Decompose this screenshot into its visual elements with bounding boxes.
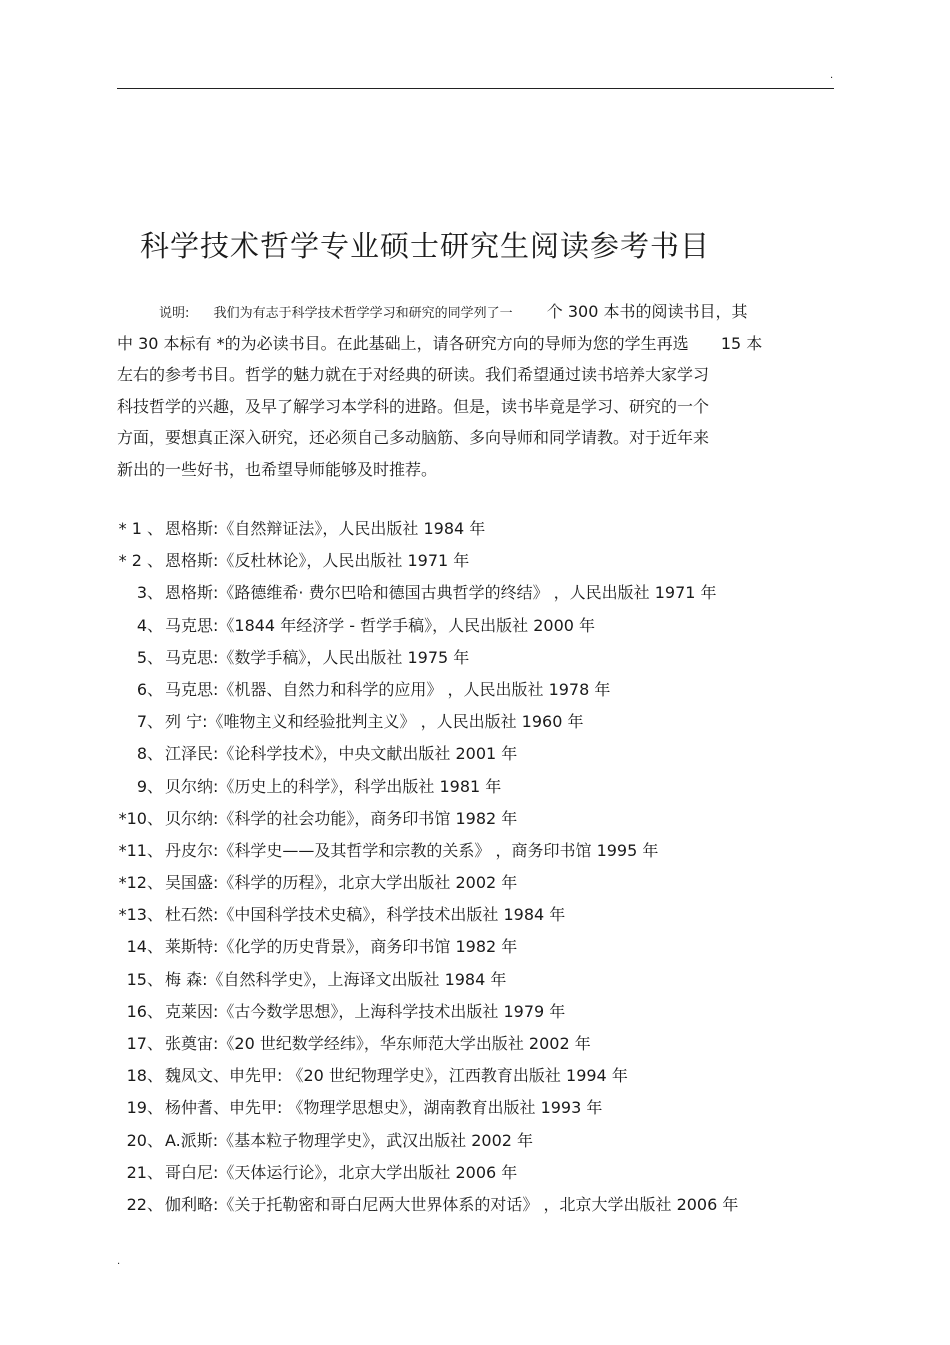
book-number: *12、	[118, 873, 163, 893]
book-entry	[117, 545, 837, 577]
book-entry	[117, 1157, 837, 1189]
book-entry	[117, 674, 837, 706]
book-number: * 2 、	[118, 551, 163, 571]
book-entry	[117, 706, 837, 738]
intro-text: 新出的一些好书，也希望导师能够及时推荐。	[117, 459, 438, 479]
book-entry	[117, 513, 837, 545]
book-entry	[117, 867, 837, 899]
book-list	[117, 513, 837, 1221]
book-number: 9、	[136, 776, 163, 796]
book-entry	[117, 931, 837, 963]
book-number: 16、	[126, 1001, 163, 1021]
book-text: 贝尔纳:《历史上的科学》，科学出版社 1981 年	[165, 776, 502, 796]
page-title: 科学技术哲学专业硕士研究生阅读参考书目	[140, 229, 711, 263]
book-entry	[117, 1125, 837, 1157]
book-entry	[117, 1189, 837, 1221]
book-text: 克莱因:《古今数学思想》，上海科学技术出版社 1979 年	[165, 1001, 566, 1021]
book-number: 4、	[136, 615, 163, 635]
header-mark: .	[830, 70, 834, 81]
book-text: 杨仲耆、申先甲: 《物理学思想史》，湖南教育出版社 1993 年	[165, 1098, 603, 1118]
intro-line	[117, 359, 837, 391]
book-text: 哥白尼:《天体运行论》，北京大学出版社 2006 年	[165, 1162, 518, 1182]
book-text: 马克思:《机器、自然力和科学的应用》 ，人民出版社 1978 年	[165, 679, 611, 699]
book-entry	[117, 803, 837, 835]
book-entry	[117, 996, 837, 1028]
book-text: 恩格斯:《反杜林论》，人民出版社 1971 年	[165, 551, 470, 571]
intro-text: 中 30 本标有 *的为必读书目。在此基础上，请各研究方向的导师为您的学生再选	[117, 333, 689, 353]
book-entry	[117, 771, 837, 803]
book-text: 贝尔纳:《科学的社会功能》，商务印书馆 1982 年	[165, 808, 518, 828]
book-text: A.派斯:《基本粒子物理学史》，武汉出版社 2002 年	[165, 1130, 534, 1150]
book-text: 江泽民:《论科学技术》，中央文献出版社 2001 年	[165, 744, 518, 764]
book-number: 20、	[126, 1130, 163, 1150]
intro-paragraph	[117, 296, 837, 485]
book-text: 恩格斯:《路德维希· 费尔巴哈和德国古典哲学的终结》 ，人民出版社 1971 年	[165, 583, 717, 603]
book-entry	[117, 1060, 837, 1092]
book-number: *11、	[118, 840, 163, 860]
intro-line	[117, 328, 837, 360]
book-entry	[117, 738, 837, 770]
book-number: 22、	[126, 1194, 163, 1214]
book-number: 7、	[136, 712, 163, 732]
book-text: 杜石然:《中国科学技术史稿》，科学技术出版社 1984 年	[165, 905, 566, 925]
book-number: 5、	[136, 647, 163, 667]
book-number: 18、	[126, 1066, 163, 1086]
book-entry	[117, 964, 837, 996]
intro-text: 我们为有志于科学技术哲学学习和研究的同学列了一	[213, 306, 513, 321]
intro-line	[117, 454, 837, 486]
book-entry	[117, 1092, 837, 1124]
book-text: 马克思:《1844 年经济学 - 哲学手稿》，人民出版社 2000 年	[165, 615, 596, 635]
book-text: 列 宁:《唯物主义和经验批判主义》 ，人民出版社 1960 年	[165, 712, 584, 732]
header-rule	[117, 88, 834, 89]
intro-text: 个 300 本书的阅读书目，其	[546, 302, 748, 321]
intro-text: 左右的参考书目。哲学的魅力就在于对经典的研读。我们希望通过读书培养大家学习	[117, 365, 710, 384]
intro-text: 方面，要想真正深入研究，还必须自己多动脑筋、多向导师和同学请教。对于近年来	[117, 428, 710, 447]
book-entry	[117, 1028, 837, 1060]
book-number: 14、	[126, 937, 163, 957]
book-text: 丹皮尔:《科学史——及其哲学和宗教的关系》 ，商务印书馆 1995 年	[165, 840, 659, 860]
intro-line	[117, 296, 837, 328]
intro-text: 科技哲学的兴趣，及早了解学习本学科的进路。但是，读书毕竟是学习、研究的一个	[117, 396, 710, 416]
book-text: 吴国盛:《科学的历程》，北京大学出版社 2002 年	[165, 873, 518, 893]
book-entry	[117, 642, 837, 674]
book-entry	[117, 899, 837, 931]
book-number: *13、	[118, 905, 163, 925]
book-number: 6、	[136, 679, 163, 699]
book-text: 伽利略:《关于托勒密和哥白尼两大世界体系的对话》 ，北京大学出版社 2006 年	[165, 1194, 739, 1214]
book-text: 莱斯特:《化学的历史背景》，商务印书馆 1982 年	[165, 937, 518, 957]
book-text: 张奠宙:《20 世纪数学经纬》，华东师范大学出版社 2002 年	[165, 1034, 591, 1053]
book-number: 15、	[126, 969, 163, 989]
book-entry	[117, 835, 837, 867]
book-entry	[117, 610, 837, 642]
book-entry	[117, 577, 837, 609]
book-text: 马克思:《数学手稿》，人民出版社 1975 年	[165, 647, 470, 667]
intro-line	[117, 422, 837, 454]
book-text: 魏凤文、申先甲: 《20 世纪物理学史》，江西教育出版社 1994 年	[165, 1066, 628, 1086]
intro-line	[117, 391, 837, 423]
book-number: * 1 、	[118, 519, 163, 538]
book-number: 8、	[136, 744, 163, 764]
book-number: 17、	[126, 1034, 163, 1053]
book-number: 3、	[136, 583, 163, 603]
footer-mark: .	[117, 1256, 121, 1267]
book-number: 19、	[126, 1098, 163, 1118]
book-number: 21、	[126, 1162, 163, 1182]
book-text: 梅 森:《自然科学史》，上海译文出版社 1984 年	[165, 969, 507, 989]
intro-label: 说明:	[159, 306, 190, 321]
intro-text: 15 本	[720, 333, 763, 353]
book-text: 恩格斯:《自然辩证法》，人民出版社 1984 年	[165, 519, 486, 538]
book-number: *10、	[118, 808, 163, 828]
